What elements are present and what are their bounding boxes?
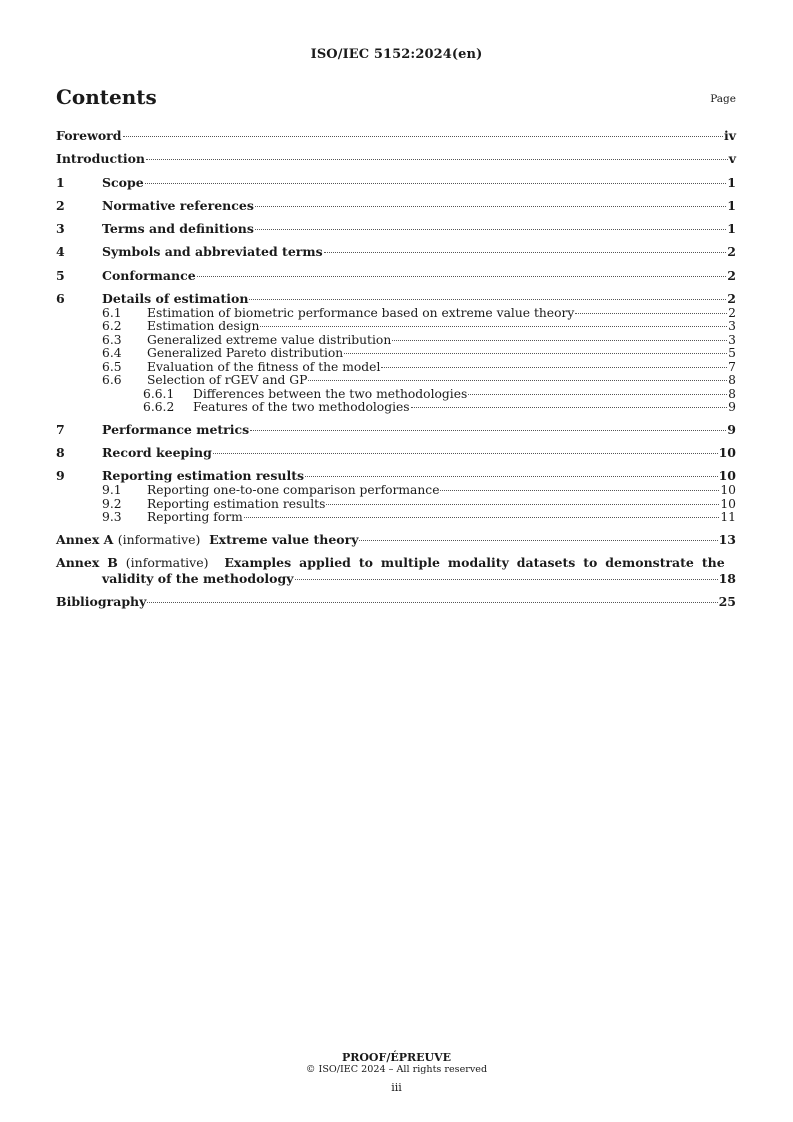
toc-entry-bibliography[interactable] [56, 594, 736, 610]
dot-leader [468, 394, 727, 395]
toc-entry-number: 9.2 [102, 496, 122, 511]
toc-entry-title: Bibliography [56, 594, 147, 610]
toc-subentry-6-5[interactable] [56, 361, 736, 374]
toc-entry-title: Estimation design [147, 319, 260, 334]
toc-entry-page: 8 [728, 373, 736, 388]
toc-entry-number: 6.6.2 [143, 399, 175, 414]
toc-entry-page: 3 [728, 332, 736, 347]
dot-leader [324, 252, 727, 253]
toc-entry-title: Selection of rGEV and GP [147, 373, 308, 388]
toc-entry-reporting-estimation-results[interactable] [56, 468, 736, 484]
contents-title: Contents [56, 85, 157, 109]
annex-kind: (informative) [117, 531, 201, 547]
document-header: ISO/IEC 5152:2024(en) [310, 47, 483, 62]
toc-entry-number: 9.1 [102, 483, 122, 498]
toc-entry-title: Normative references [102, 197, 254, 213]
toc-entry-performance-metrics[interactable] [56, 422, 736, 438]
toc-entry-page: 5 [728, 346, 736, 361]
toc-subentry-6-6-2[interactable] [56, 401, 736, 414]
dot-leader [575, 313, 727, 314]
toc-subentry-9-1[interactable] [56, 484, 736, 497]
toc-entry-introduction[interactable] [56, 151, 736, 167]
toc-entry-number: 6.4 [102, 346, 122, 361]
toc-entry-page: 2 [727, 291, 736, 307]
toc-entry-normative-references[interactable] [56, 198, 736, 214]
table-of-contents [56, 128, 736, 610]
toc-entry-number: 7 [56, 421, 65, 437]
toc-entry-number: 2 [56, 197, 65, 213]
toc-entry-number: 9 [56, 468, 65, 484]
toc-entry-title: Features of the two methodologies [193, 399, 410, 414]
toc-entry-terms-and-definitions[interactable] [56, 221, 736, 237]
dot-leader [295, 579, 718, 580]
toc-entry-page: 10 [718, 468, 736, 484]
toc-entry-page: 1 [727, 174, 736, 190]
dot-leader [244, 517, 720, 518]
toc-entry-page: 10 [720, 483, 736, 498]
toc-entry-number: 9.3 [102, 510, 122, 525]
toc-entry-title: Details of estimation [102, 291, 249, 307]
dot-leader [326, 504, 719, 505]
toc-entry-title: Reporting form [147, 510, 243, 525]
page-number: iii [391, 1081, 402, 1094]
toc-entry-number: 1 [56, 174, 65, 190]
page-footer [0, 1052, 793, 1095]
dot-leader [250, 430, 726, 431]
toc-subentry-6-4[interactable] [56, 347, 736, 360]
toc-entry-number: 6.6 [102, 373, 122, 388]
toc-entry-title: Reporting estimation results [147, 496, 326, 511]
annex-label: Annex B [56, 555, 118, 571]
toc-entry-title: Scope [102, 174, 144, 190]
dot-leader [411, 407, 728, 408]
toc-entry-page: 2 [727, 244, 736, 260]
toc-entry-number: 5 [56, 267, 65, 283]
toc-entry-number: 3 [56, 221, 65, 237]
toc-entry-title: Reporting one-to-one comparison performance [147, 483, 440, 498]
toc-subentry-6-1[interactable] [56, 307, 736, 320]
toc-entry-annex-a[interactable] [56, 532, 736, 548]
toc-entry-page: 2 [727, 267, 736, 283]
toc-subentry-6-6[interactable] [56, 374, 736, 387]
dot-leader [260, 326, 727, 327]
toc-entry-page: 8 [728, 386, 736, 401]
toc-entry-conformance[interactable] [56, 268, 736, 284]
dot-leader [255, 229, 726, 230]
toc-entry-symbols[interactable] [56, 244, 736, 260]
toc-entry-title: Generalized Pareto distribution [147, 346, 344, 361]
toc-entry-title: Reporting estimation results [102, 468, 305, 484]
toc-entry-page: iv [723, 128, 736, 143]
dot-leader [145, 183, 727, 184]
toc-entry-title: Differences between the two methodologies [193, 386, 468, 401]
toc-entry-page: 10 [718, 444, 736, 460]
toc-entry-number: 6.6.1 [143, 386, 175, 401]
toc-entry-page: v [728, 151, 736, 167]
toc-entry-title: Evaluation of the fitness of the model [147, 359, 381, 374]
toc-entry-title: Performance metrics [102, 421, 250, 437]
toc-entry-title: Generalized extreme value distribution [147, 332, 392, 347]
toc-entry-scope[interactable] [56, 175, 736, 191]
toc-subentry-6-3[interactable] [56, 334, 736, 347]
dot-leader [213, 453, 718, 454]
toc-entry-foreword[interactable] [56, 128, 736, 144]
toc-subentry-9-3[interactable] [56, 511, 736, 524]
toc-entry-number: 6.3 [102, 332, 122, 347]
toc-entry-details-of-estimation[interactable] [56, 291, 736, 307]
toc-entry-page: 9 [727, 421, 736, 437]
dot-leader [392, 340, 727, 341]
annex-title: Extreme value theory [209, 531, 359, 547]
toc-entry-number: 6.2 [102, 319, 122, 334]
dot-leader [123, 136, 723, 137]
dot-leader [255, 206, 726, 207]
toc-entry-number: 8 [56, 444, 65, 460]
dot-leader [440, 490, 719, 491]
dot-leader [249, 299, 726, 300]
toc-entry-number: 6.5 [102, 359, 122, 374]
toc-entry-title: Estimation of biometric performance based on extreme value theory [147, 306, 575, 321]
toc-subentry-6-6-1[interactable] [56, 388, 736, 401]
toc-entry-number: 6.1 [102, 306, 122, 321]
copyright-notice: © ISO/IEC 2024 – All rights reserved [305, 1064, 488, 1075]
dot-leader [381, 367, 727, 368]
toc-entry-title: Introduction [56, 151, 146, 167]
toc-entry-title: Foreword [56, 128, 122, 143]
dot-leader [197, 276, 727, 277]
toc-entry-title: Conformance [102, 267, 196, 283]
annex-title-line1: Examples applied to multiple modality datasets to demonstrate the [224, 555, 725, 571]
annex-kind: (informative) [125, 555, 209, 571]
annex-title-line2: validity of the methodology [102, 571, 294, 587]
toc-entry-page: 3 [728, 319, 736, 334]
toc-entry-page: 7 [728, 359, 736, 374]
toc-entry-page: 1 [727, 221, 736, 237]
toc-entry-title: Symbols and abbreviated terms [102, 244, 323, 260]
toc-entry-page: 2 [728, 306, 736, 321]
toc-entry-number: 4 [56, 244, 65, 260]
toc-entry-record-keeping[interactable] [56, 445, 736, 461]
toc-entry-page: 9 [728, 399, 736, 414]
toc-entry-title: Record keeping [102, 444, 212, 460]
toc-subentry-9-2[interactable] [56, 498, 736, 511]
toc-entry-page: 18 [718, 571, 736, 587]
toc-entry-page: 25 [718, 594, 736, 610]
toc-entry-annex-b[interactable] [56, 555, 736, 587]
toc-entry-number: 6 [56, 291, 65, 307]
toc-entry-title [56, 555, 725, 571]
annex-label: Annex A [56, 531, 114, 547]
dot-leader [146, 159, 728, 160]
page-column-label: Page [710, 93, 736, 105]
dot-leader [344, 353, 727, 354]
proof-stamp: PROOF/ÉPREUVE [341, 1051, 452, 1064]
dot-leader [308, 380, 727, 381]
toc-entry-page: 10 [720, 496, 736, 511]
toc-entry-page: 1 [727, 197, 736, 213]
dot-leader [147, 602, 717, 603]
dot-leader [305, 476, 718, 477]
toc-entry-page: 13 [718, 531, 736, 547]
toc-subentry-6-2[interactable] [56, 320, 736, 333]
toc-entry-title [56, 532, 358, 548]
toc-entry-page: 11 [720, 510, 736, 525]
dot-leader [359, 540, 717, 541]
toc-entry-title: Terms and definitions [102, 221, 254, 237]
